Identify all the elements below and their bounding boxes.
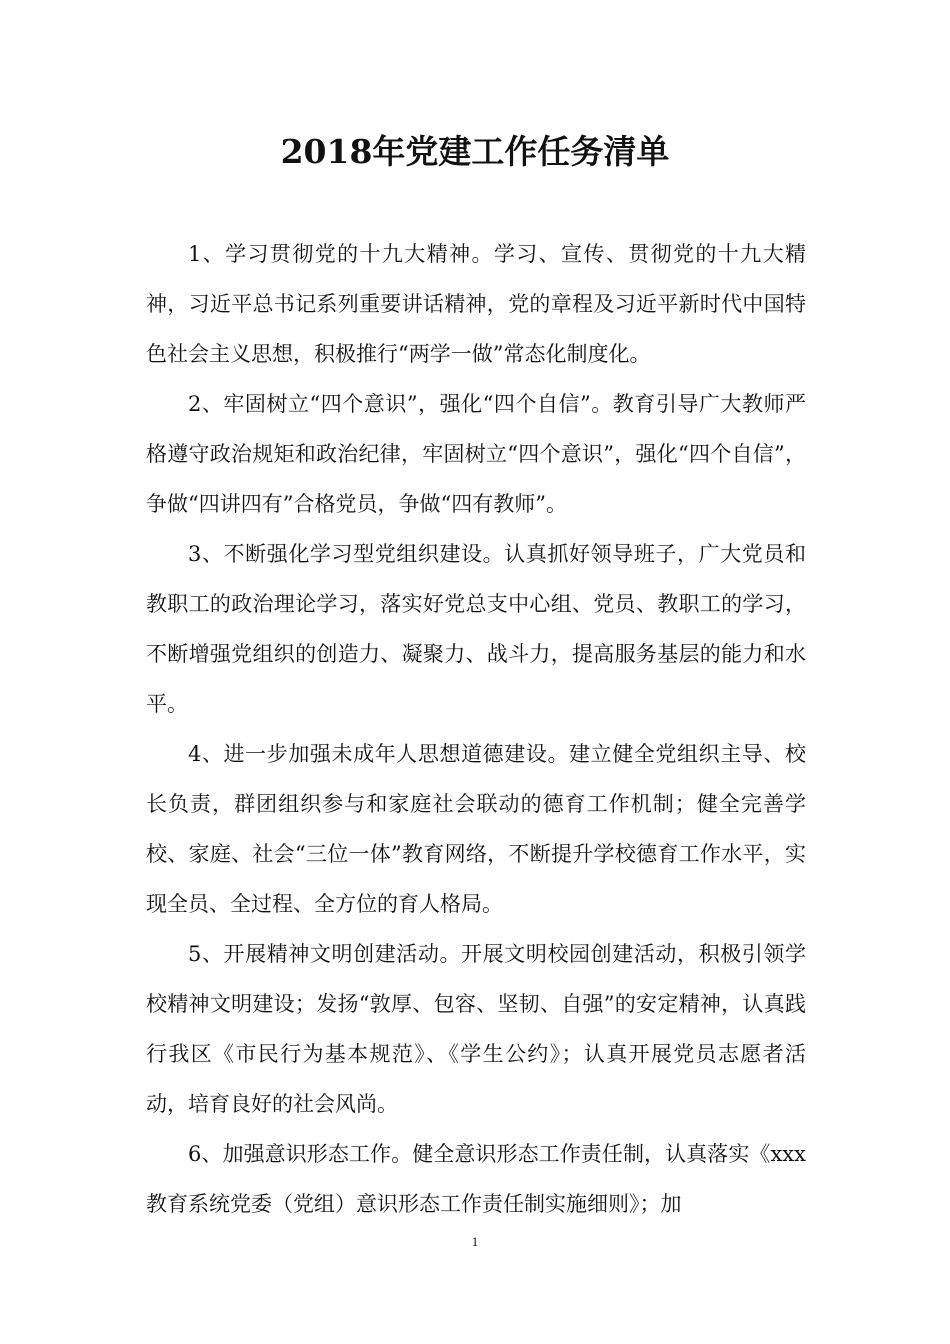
- paragraph-1: 1、学习贯彻党的十九大精神。学习、宣传、贯彻党的十九大精神，习近平总书记系列重要讲话精神，党的章程及习近平新时代中国特色社会主义思想，积极推行“两学一做”常态化制度化。: [146, 242, 806, 366]
- paragraph-6: 6、加强意识形态工作。健全意识形态工作责任制，认真落实《xxx教育系统党委（党组）意识形态工作责任制实施细则》；加: [146, 1142, 806, 1216]
- page-number: 1: [471, 1234, 479, 1249]
- document-body: [146, 229, 806, 1229]
- paragraph-2: 2、牢固树立“四个意识”，强化“四个自信”。教育引导广大教师严格遵守政治规矩和政治纪律，牢固树立“四个意识”，强化“四个自信”，争做“四讲四有”合格党员，争做“四有教师”。: [146, 392, 806, 516]
- paragraph-4: 4、进一步加强未成年人思想道德建设。建立健全党组织主导、校长负责，群团组织参与和家庭社会联动的德育工作机制；健全完善学校、家庭、社会“三位一体”教育网络，不断提升学校德育工作水平，实现全员、全过程、全方位的育人格局。: [146, 742, 806, 916]
- paragraph-5: 5、开展精神文明创建活动。开展文明校园创建活动，积极引领学校精神文明建设；发扬“敦厚、包容、坚韧、自强”的安定精神，认真践行我区《市民行为基本规范》、《学生公约》；认真开展党员志愿者活动，培育良好的社会风尚。: [146, 942, 806, 1116]
- paragraph-3: 3、不断强化学习型党组织建设。认真抓好领导班子，广大党员和教职工的政治理论学习，落实好党总支中心组、党员、教职工的学习，不断增强党组织的创造力、凝聚力、战斗力，提高服务基层的能力和水平。: [146, 542, 806, 716]
- document-title: 2018年党建工作任务清单: [280, 132, 670, 171]
